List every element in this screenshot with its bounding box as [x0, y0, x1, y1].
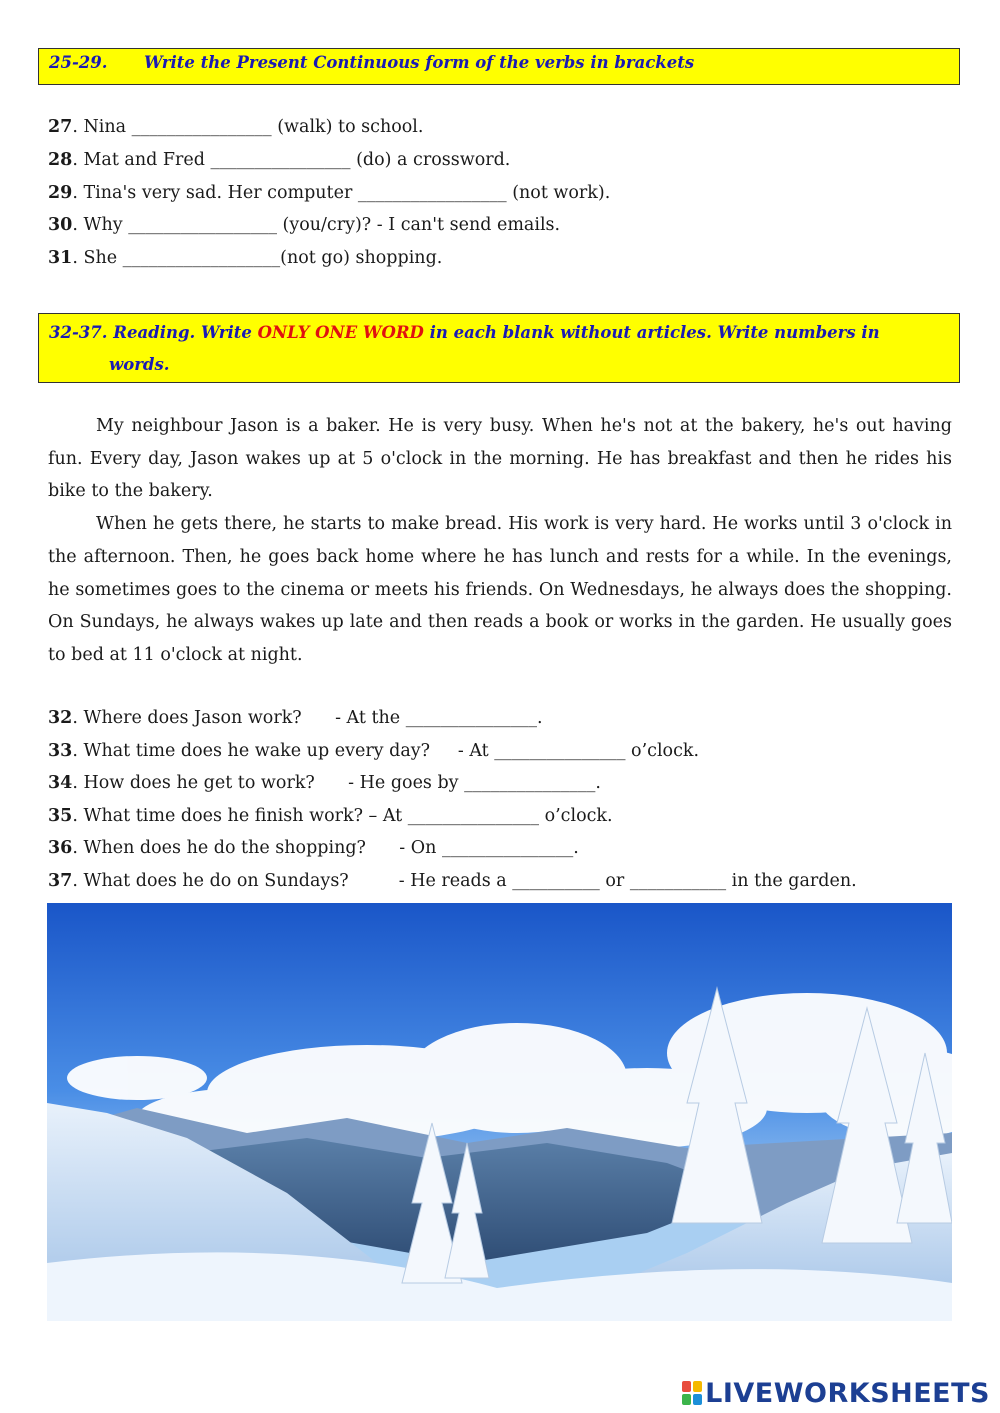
grammar-item-27: 27. Nina ________________ (walk) to school. — [48, 117, 424, 137]
grammar-item-31: 31. She __________________(not go) shopping. — [48, 248, 443, 268]
reading-item-37: 37. What does he do on Sundays? - He reads a __________ or ___________ in the garden. — [48, 871, 857, 891]
instruction-box-grammar — [38, 48, 960, 85]
instruction-box-reading — [38, 313, 960, 383]
liveworksheets-logo — [682, 1378, 990, 1408]
only-one-word-highlight: ONLY ONE WORD — [257, 323, 424, 342]
logo-mark-icon — [682, 1381, 702, 1405]
reading-item-35: 35. What time does he finish work? – At _______________ o’clock. — [48, 806, 613, 826]
reading-item-34: 34. How does he get to work? - He goes by _______________. — [48, 773, 601, 793]
reading-item-32: 32. Where does Jason work? - At the _______________. — [48, 708, 543, 728]
section-number: 25-29. — [49, 53, 108, 72]
passage-paragraph: My neighbour Jason is a baker. He is very busy. When he's not at the bakery, he's out having fun. Every day, Jason wakes up at 5 o'clock in the morning. He has breakfast and then he rides his bike to the bakery. — [48, 416, 952, 502]
grammar-item-28: 28. Mat and Fred ________________ (do) a crossword. — [48, 150, 511, 170]
grammar-item-30: 30. Why _________________ (you/cry)? - I can't send emails. — [48, 215, 561, 235]
reading-instruction-part1: 32-37. Reading. Write — [49, 323, 258, 342]
reading-passage — [48, 410, 952, 672]
logo-text: LIVEWORKSHEETS — [705, 1377, 990, 1409]
section-instruction: Write the Present Continuous form of the verbs in brackets — [144, 53, 695, 72]
reading-instruction-part3: words. — [109, 355, 170, 374]
reading-item-36: 36. When does he do the shopping? - On _______________. — [48, 838, 579, 858]
grammar-item-29: 29. Tina's very sad. Her computer _________________ (not work). — [48, 183, 611, 203]
snowy-mountain-photo — [47, 903, 952, 1321]
passage-paragraph: When he gets there, he starts to make bread. His work is very hard. He works until 3 o'clock in the afternoon. Then, he goes back home where he has lunch and rests for a while. In the evenings, he sometimes goes to the cinema or meets his friends. On Wednesdays, he always does the shopping. On Sundays, he always wakes up late and then reads a book or works in the garden. He usually goes to bed at 11 o'clock at night. — [48, 514, 952, 665]
reading-instruction-part2: in each blank without articles. Write numbers in — [423, 323, 880, 342]
reading-item-33: 33. What time does he wake up every day? - At _______________ o’clock. — [48, 741, 700, 761]
